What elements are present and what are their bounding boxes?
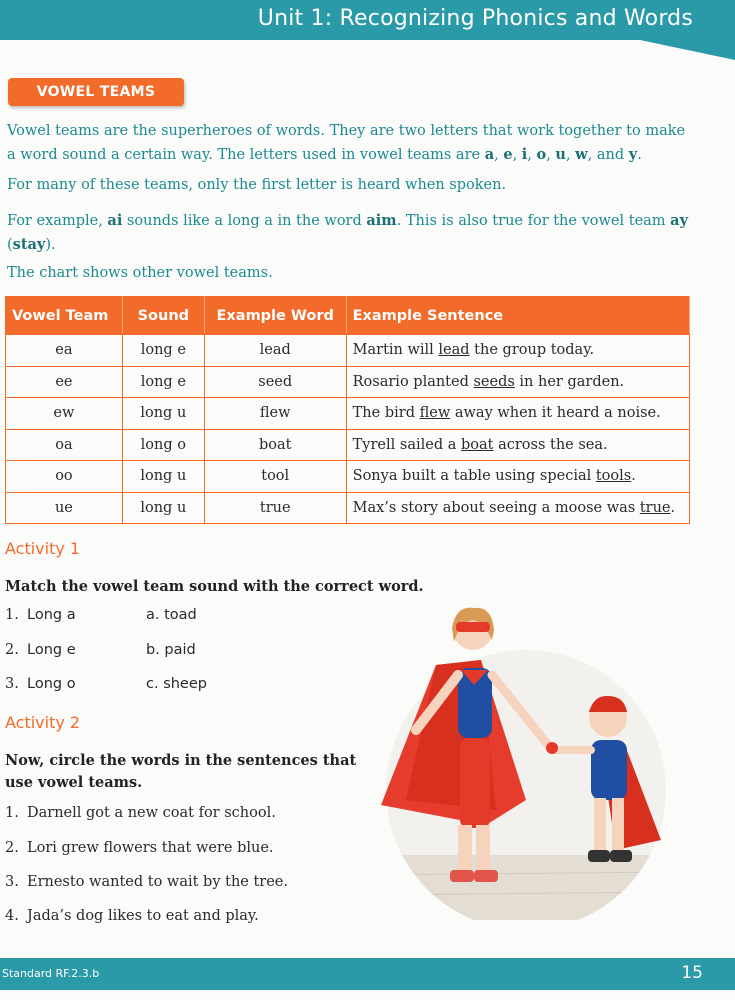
- superhero-kids-photo: [376, 600, 676, 920]
- item-number: 2.: [5, 642, 19, 658]
- p3-text-c: sounds like a long a in the word: [122, 213, 367, 229]
- letter-a: a: [484, 146, 495, 163]
- item-number: 3.: [5, 874, 19, 890]
- intro-paragraph-3: [7, 209, 697, 257]
- example-sentence-cell: [346, 335, 689, 367]
- item-number: 2.: [5, 840, 19, 856]
- letter-w: w: [575, 146, 588, 163]
- intro-paragraph-4: The chart shows other vowel teams.: [7, 265, 273, 281]
- letter-e: e: [503, 146, 513, 163]
- vowel-team-cell: ea: [6, 335, 123, 367]
- activity-1-title: Activity 1: [5, 539, 81, 558]
- table-row: [6, 429, 690, 461]
- p3-ay: ay: [670, 212, 688, 229]
- p3-stay: stay: [12, 236, 46, 253]
- unit-header-bar: [0, 0, 735, 40]
- example-sentence-cell: [346, 429, 689, 461]
- example-word-cell: seed: [204, 366, 346, 398]
- sentence-text: away when it heard a noise.: [450, 405, 661, 422]
- section-badge: VOWEL TEAMS: [8, 78, 184, 106]
- sentence-text: The bird: [352, 405, 420, 422]
- activity-1-instruction: Match the vowel team sound with the correct word.: [5, 578, 424, 595]
- match-choice: b. paid: [146, 642, 196, 658]
- sentence-text: across the sea.: [493, 436, 608, 453]
- table-row: [6, 461, 690, 493]
- header-example-word: Example Word: [204, 297, 346, 335]
- instruction-line-2: use vowel teams.: [5, 774, 143, 791]
- intro-text: Vowel teams are the superheroes of words. They are two letters that work together to make a word sound a certain way. The letters used in vowel teams are: [7, 123, 686, 163]
- underlined-example-word: flew: [419, 405, 451, 422]
- item-number: 1.: [5, 607, 19, 623]
- table-row: [6, 366, 690, 398]
- p3-aim: aim: [366, 212, 397, 229]
- sentence-text: Sonya built a table using special: [352, 468, 596, 485]
- sentence-item: [5, 805, 276, 821]
- item-number: 1.: [5, 805, 19, 821]
- sentence-text: Ernesto wanted to wait by the tree.: [27, 874, 288, 890]
- p3-text-a: For example,: [7, 213, 108, 229]
- sentence-text: the group today.: [469, 342, 595, 359]
- instruction-line-1: Now, circle the words in the sentences that: [5, 752, 357, 769]
- underlined-example-word: lead: [438, 342, 470, 359]
- sentence-item: [5, 908, 259, 924]
- sentence-text: .: [631, 468, 636, 485]
- match-item: [5, 642, 76, 658]
- example-sentence-cell: [346, 366, 689, 398]
- match-item: [5, 607, 76, 623]
- activity-2-instruction: [5, 750, 356, 794]
- sound-cell: long e: [122, 366, 204, 398]
- p3-paren-open: (: [7, 237, 13, 253]
- vowel-team-cell: oo: [6, 461, 123, 493]
- p3-ai: ai: [107, 212, 123, 229]
- vowel-team-cell: ue: [6, 492, 123, 524]
- vowel-team-cell: oa: [6, 429, 123, 461]
- activity-2-title: Activity 2: [5, 713, 81, 732]
- sentence-text: Jada’s dog likes to eat and play.: [27, 908, 259, 924]
- unit-title: Unit 1: Recognizing Phonics and Words: [257, 6, 693, 31]
- sentence-text: in her garden.: [514, 373, 625, 390]
- intro-paragraph-2: For many of these teams, only the first letter is heard when spoken.: [7, 177, 507, 193]
- p3-paren-close: ).: [45, 237, 56, 253]
- standard-label: Standard RF.2.3.b: [2, 967, 100, 980]
- example-sentence-cell: [346, 461, 689, 493]
- sound-cell: long o: [122, 429, 204, 461]
- example-word-cell: flew: [204, 398, 346, 430]
- example-word-cell: lead: [204, 335, 346, 367]
- underlined-example-word: seeds: [473, 373, 515, 390]
- sentence-text: .: [670, 499, 676, 516]
- sentence-item: [5, 874, 288, 890]
- page-number: 15: [681, 963, 703, 983]
- match-choice: c. sheep: [146, 676, 207, 692]
- item-number: 4.: [5, 908, 19, 924]
- example-word-cell: boat: [204, 429, 346, 461]
- sentence-text: Darnell got a new coat for school.: [27, 805, 276, 821]
- intro-paragraph-1: Vowel teams are the superheroes of words. They are two letters that work together to make a word sound a certain way. The letters used in vowel teams are a, e, i, o, u, w, and y.: [7, 123, 686, 163]
- vowel-team-cell: ew: [6, 398, 123, 430]
- header-vowel-team: Vowel Team: [6, 297, 123, 335]
- page-footer-bar: [0, 958, 735, 990]
- example-word-cell: tool: [204, 461, 346, 493]
- sound-cell: long u: [122, 461, 204, 493]
- table-row: [6, 398, 690, 430]
- header-flag-decoration: [640, 40, 735, 60]
- table-row: [6, 335, 690, 367]
- sentence-text: Martin will: [352, 342, 439, 359]
- example-sentence-cell: [346, 492, 689, 524]
- sound-cell: long u: [122, 492, 204, 524]
- vowel-teams-table: [5, 296, 690, 524]
- letter-u: u: [555, 146, 566, 163]
- example-sentence-cell: [346, 398, 689, 430]
- p3-text-e: . This is also true for the vowel team: [396, 213, 671, 229]
- letter-o: o: [536, 146, 547, 163]
- header-example-sentence: Example Sentence: [346, 297, 689, 335]
- underlined-example-word: true: [639, 499, 671, 516]
- sentence-text: Max’s story about seeing a moose was: [352, 499, 640, 516]
- sentence-text: Rosario planted: [352, 373, 474, 390]
- item-label: Long e: [27, 642, 76, 658]
- item-label: Long a: [27, 607, 76, 623]
- table-header-row: [6, 297, 690, 335]
- item-number: 3.: [5, 676, 19, 692]
- item-label: Long o: [27, 676, 76, 692]
- underlined-example-word: tools: [595, 468, 632, 485]
- match-choice: a. toad: [146, 607, 197, 623]
- sound-cell: long u: [122, 398, 204, 430]
- header-sound: Sound: [122, 297, 204, 335]
- letter-y: y: [628, 146, 638, 163]
- sentence-text: Tyrell sailed a: [352, 436, 461, 453]
- table-row: [6, 492, 690, 524]
- underlined-example-word: boat: [461, 436, 494, 453]
- sound-cell: long e: [122, 335, 204, 367]
- and-word: and: [596, 147, 625, 163]
- letter-i: i: [521, 146, 528, 163]
- sentence-text: Lori grew flowers that were blue.: [27, 840, 274, 856]
- match-item: [5, 676, 76, 692]
- sentence-item: [5, 840, 274, 856]
- example-word-cell: true: [204, 492, 346, 524]
- vowel-team-cell: ee: [6, 366, 123, 398]
